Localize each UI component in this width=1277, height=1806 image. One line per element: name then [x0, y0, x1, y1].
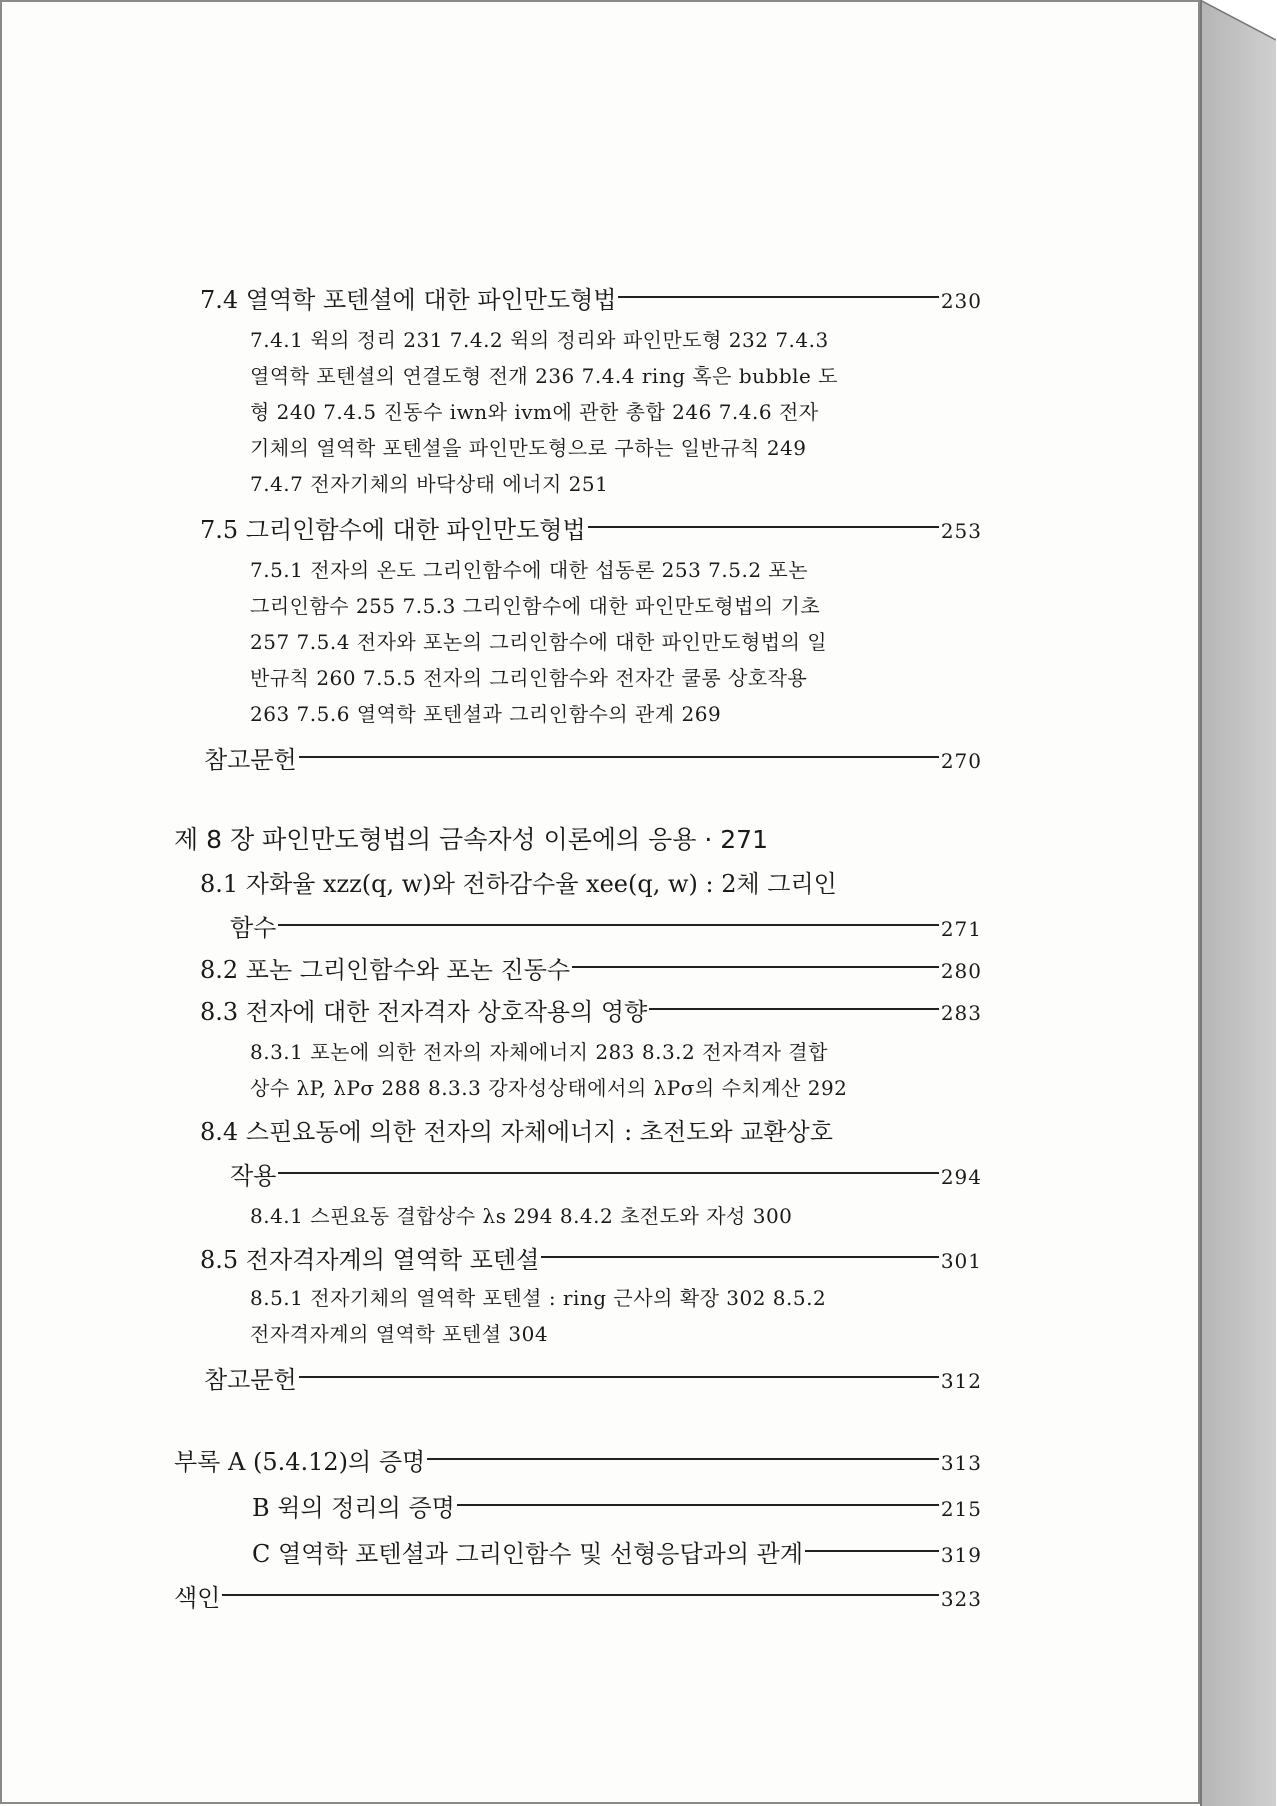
toc-title: 작용 — [230, 1162, 277, 1190]
toc-page: 294 — [940, 1165, 982, 1189]
toc-title: 8.2 포논 그리인함수와 포논 진동수 — [200, 956, 571, 984]
subsection-line: 반규칙 260 7.5.5 전자의 그리인함수와 전자간 쿨롱 상호작용 — [250, 666, 808, 690]
subsection-line: 상수 λP, λPσ 288 8.3.3 강자성상태에서의 λPσ의 수치계산 292 — [250, 1076, 848, 1100]
toc-page: 313 — [940, 1451, 982, 1475]
leader-line — [427, 1458, 939, 1460]
subsection-line: 형 240 7.4.5 진동수 iwn와 ivm에 관한 총합 246 7.4.6 전자 — [250, 400, 819, 424]
chapter-heading[interactable]: 제 8 장 파인만도형법의 금속자성 이론에의 응용 · 271 — [174, 825, 768, 854]
toc-page: 283 — [940, 1001, 982, 1025]
toc-page: 312 — [940, 1369, 982, 1393]
subsection-line: 8.4.1 스핀요동 결합상수 λs 294 8.4.2 초전도와 자성 300 — [250, 1204, 793, 1228]
toc-entry-8-1-line1[interactable]: 8.1 자화율 xzz(q, w)와 전하감수율 xee(q, w) : 2체 그리인 — [200, 870, 837, 898]
leader-line — [805, 1550, 939, 1552]
toc-title: 참고문헌 — [204, 1366, 297, 1394]
leader-line — [457, 1504, 939, 1506]
toc-title: 부록 A (5.4.12)의 증명 — [174, 1448, 426, 1476]
toc-entry-appendix-a[interactable] — [174, 1442, 982, 1477]
toc-title: 8.5 전자격자계의 열역학 포텐셜 — [200, 1246, 540, 1274]
leader-line — [278, 1172, 938, 1174]
toc-title: 7.5 그리인함수에 대한 파인만도형법 — [200, 516, 586, 544]
toc-entry-8-1[interactable] — [230, 908, 982, 943]
toc-title: 8.3 전자에 대한 전자격자 상호작용의 영향 — [200, 998, 648, 1026]
leader-line — [299, 756, 939, 758]
toc-entry-7-5[interactable] — [200, 510, 982, 545]
subsection-line: 기체의 열역학 포텐셜을 파인만도형으로 구하는 일반규칙 249 — [250, 436, 807, 460]
subsection-line: 열역학 포텐셜의 연결도형 전개 236 7.4.4 ring 혹은 bubble 도 — [250, 364, 839, 388]
subsection-line: 257 7.5.4 전자와 포논의 그리인함수에 대한 파인만도형법의 일 — [250, 630, 828, 654]
leader-line — [618, 296, 938, 298]
toc-entry-index[interactable] — [174, 1578, 982, 1613]
toc-page: 280 — [940, 959, 982, 983]
toc-title: C 열역학 포텐셜과 그리인함수 및 선형응답과의 관계 — [252, 1540, 803, 1568]
book-spine-edge — [1200, 0, 1276, 1806]
toc-title: 함수 — [230, 914, 277, 942]
toc-entry-8-2[interactable] — [200, 950, 982, 985]
toc-title: 7.4 열역학 포텐셜에 대한 파인만도형법 — [200, 286, 617, 314]
toc-page: 270 — [940, 749, 982, 773]
toc-title: B 윅의 정리의 증명 — [252, 1494, 455, 1522]
toc-page: 253 — [940, 519, 982, 543]
toc-title: 색인 — [174, 1584, 221, 1612]
subsection-line: 7.5.1 전자의 온도 그리인함수에 대한 섭동론 253 7.5.2 포논 — [250, 558, 809, 582]
subsection-line: 263 7.5.6 열역학 포텐셜과 그리인함수의 관계 269 — [250, 702, 722, 726]
subsection-line: 8.3.1 포논에 의한 전자의 자체에너지 283 8.3.2 전자격자 결합 — [250, 1040, 828, 1064]
toc-page: 271 — [940, 917, 982, 941]
leader-line — [299, 1376, 939, 1378]
toc-entry-8-4[interactable] — [230, 1156, 982, 1191]
leader-line — [541, 1256, 939, 1258]
toc-page: 323 — [940, 1587, 982, 1611]
toc-page: 301 — [940, 1249, 982, 1273]
toc-entry-8-4-line1[interactable]: 8.4 스핀요동에 의한 전자의 자체에너지 : 초전도와 교환상호 — [200, 1118, 833, 1146]
toc-title: 참고문헌 — [204, 746, 297, 774]
toc-entry-appendix-c[interactable] — [252, 1534, 982, 1569]
leader-line — [588, 526, 939, 528]
toc-entry-references-7[interactable] — [204, 740, 982, 775]
subsection-line: 전자격자계의 열역학 포텐셜 304 — [250, 1322, 549, 1346]
toc-entry-8-5[interactable] — [200, 1240, 982, 1275]
subsection-line: 8.5.1 전자기체의 열역학 포텐셜 : ring 근사의 확장 302 8.5.2 — [250, 1286, 827, 1310]
leader-line — [278, 924, 938, 926]
subsection-line: 그리인함수 255 7.5.3 그리인함수에 대한 파인만도형법의 기초 — [250, 594, 821, 618]
toc-entry-8-3[interactable] — [200, 992, 982, 1027]
toc-page: 319 — [940, 1543, 982, 1567]
toc-page: 215 — [940, 1497, 982, 1521]
toc-page: 230 — [940, 289, 982, 313]
leader-line — [222, 1594, 938, 1596]
leader-line — [649, 1008, 939, 1010]
subsection-line: 7.4.7 전자기체의 바닥상태 에너지 251 — [250, 472, 609, 496]
leader-line — [572, 966, 939, 968]
subsection-line: 7.4.1 윅의 정리 231 7.4.2 윅의 정리와 파인만도형 232 7.4.3 — [250, 328, 829, 352]
toc-entry-appendix-b[interactable] — [252, 1488, 982, 1523]
toc-entry-7-4[interactable] — [200, 280, 982, 315]
toc-entry-references-8[interactable] — [204, 1360, 982, 1395]
